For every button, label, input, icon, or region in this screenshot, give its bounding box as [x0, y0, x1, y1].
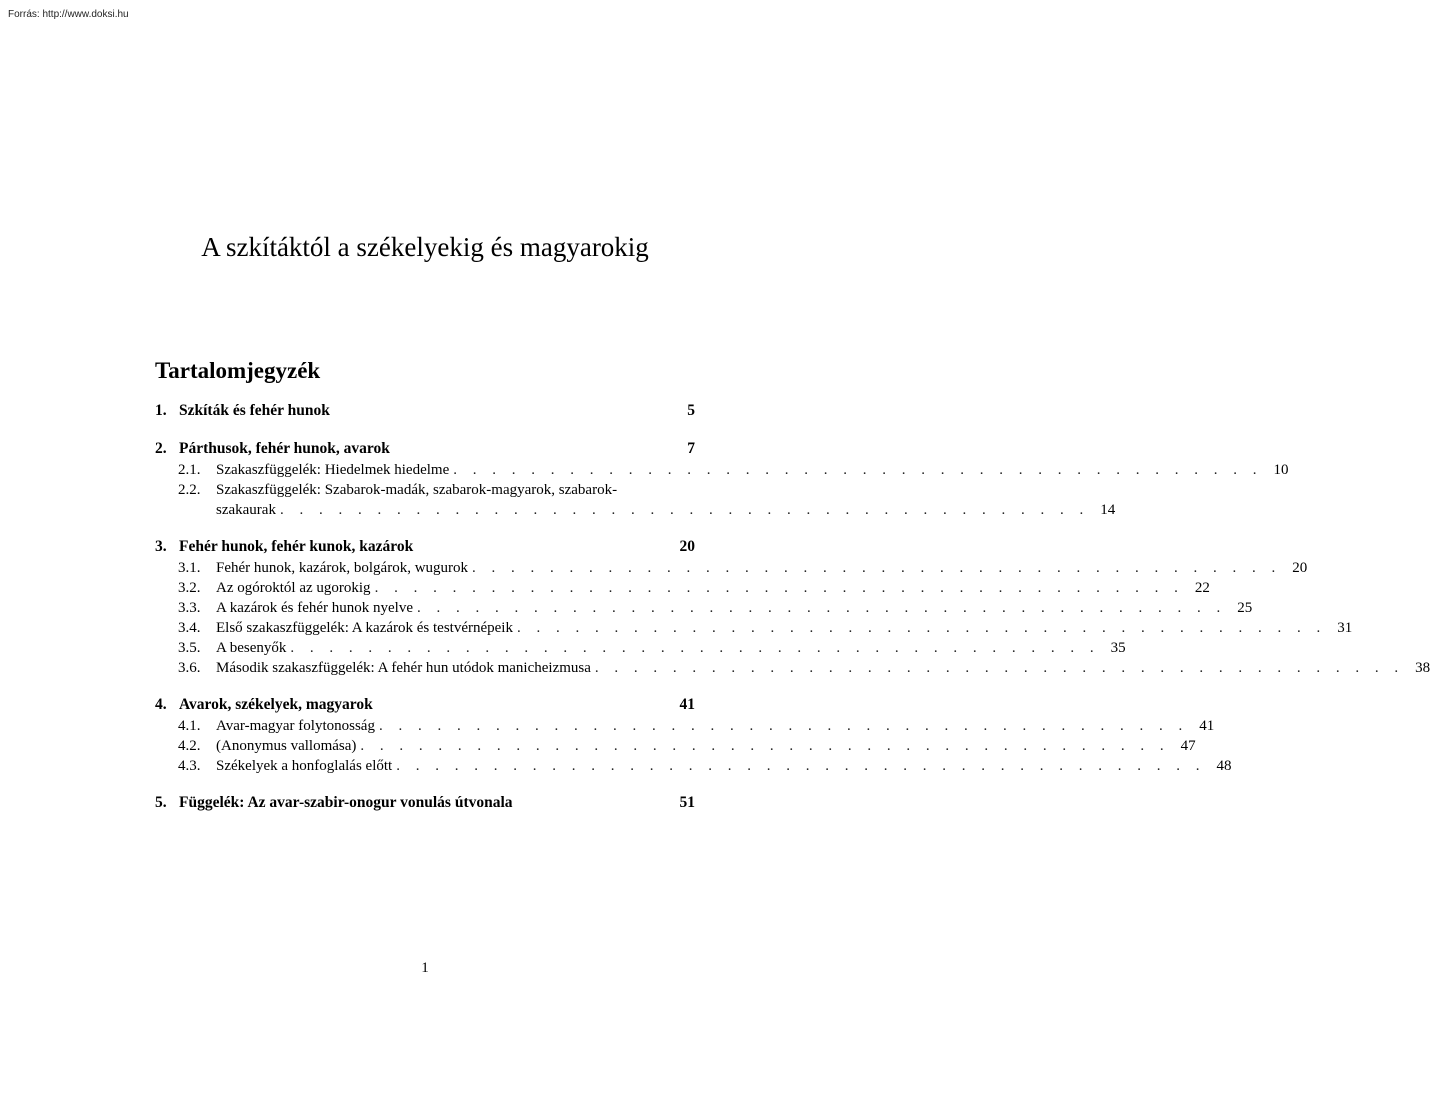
entry-page: 48 [1216, 758, 1232, 774]
entry-title: Második szakaszfüggelék: A fehér hun utódok manicheizmusa [216, 660, 591, 676]
entry-page: 31 [1337, 620, 1353, 636]
entry-title: Az ogóroktól az ugorokig [216, 580, 371, 596]
toc-entry-4[interactable] [155, 694, 695, 716]
entry-title: Avar-magyar folytonosság [216, 718, 375, 734]
entry-title: Szkíták és fehér hunok [179, 402, 330, 419]
entry-page: 25 [1237, 600, 1253, 616]
entry-page: 47 [1180, 738, 1196, 754]
toc-heading: Tartalomjegyzék [155, 358, 321, 383]
toc-entry-2-2[interactable] [155, 480, 695, 500]
entry-page: 20 [1292, 560, 1308, 576]
entry-number: 3.3. [178, 600, 201, 616]
entry-number: 3.5. [178, 640, 201, 656]
entry-title: (Anonymus vallomása) [216, 738, 357, 754]
entry-title: Fehér hunok, fehér kunok, kazárok [179, 538, 414, 555]
entry-title: Avarok, székelyek, magyarok [179, 696, 373, 713]
entry-number: 4.2. [178, 738, 201, 754]
dot-leader: . . . . . . . . . . . . . . . . . . . . . . . . . . . . . . . . . . . . . . . . . . [396, 758, 1206, 774]
toc-entry-4-1[interactable] [155, 716, 1215, 736]
entry-number: 1. [155, 402, 167, 419]
entry-number: 3. [155, 538, 167, 555]
entry-number: 2.2. [178, 482, 201, 498]
entry-number: 3.4. [178, 620, 201, 636]
dot-leader: . . . . . . . . . . . . . . . . . . . . . . . . . . . . . . . . . . . . . . . . . . [279, 502, 1090, 518]
toc-entry-3[interactable] [155, 536, 695, 558]
entry-page: 38 [1415, 660, 1430, 676]
entry-number: 3.2. [178, 580, 201, 596]
toc-entry-2-2-continued[interactable] [155, 500, 1116, 520]
dot-leader: . . . . . . . . . . . . . . . . . . . . . . . . . . . . . . . . . . . . . . . . . . [472, 560, 1282, 576]
toc-entry-2-1[interactable] [155, 460, 1289, 480]
entry-title: Függelék: Az avar-szabir-onogur vonulás útvonala [179, 794, 513, 811]
entry-number: 4.1. [178, 718, 201, 734]
entry-page: 41 [1199, 718, 1215, 734]
dot-leader: . . . . . . . . . . . . . . . . . . . . . . . . . . . . . . . . . . . . . . . . . . [374, 580, 1184, 596]
document-title: A szkítáktól a székelyekig és magyarokig [201, 232, 649, 262]
entry-page: 51 [679, 794, 695, 811]
dot-leader: . . . . . . . . . . . . . . . . . . . . . . . . . . . . . . . . . . . . . . . . . . [378, 718, 1189, 734]
entry-page: 20 [679, 538, 695, 555]
dot-leader: . . . . . . . . . . . . . . . . . . . . . . . . . . . . . . . . . . . . . . . . . . [594, 660, 1405, 676]
entry-title: Székelyek a honfoglalás előtt [216, 758, 393, 774]
dot-leader: . . . . . . . . . . . . . . . . . . . . . . . . . . . . . . . . . . . . . . . . . . [417, 600, 1227, 616]
entry-page: 10 [1273, 462, 1289, 478]
toc-section-3 [155, 536, 1430, 678]
entry-title: Párthusok, fehér hunok, avarok [179, 440, 390, 457]
entry-page: 35 [1110, 640, 1126, 656]
toc-entry-3-4[interactable] [155, 618, 1353, 638]
page-number: 1 [421, 960, 429, 976]
entry-page: 7 [687, 440, 695, 457]
entry-title: A besenyők [216, 640, 287, 656]
toc-section-4 [155, 694, 1232, 776]
entry-page: 5 [687, 402, 695, 419]
dot-leader: . . . . . . . . . . . . . . . . . . . . . . . . . . . . . . . . . . . . . . . . . . [360, 738, 1170, 754]
toc-entry-4-2[interactable] [155, 736, 1196, 756]
entry-number: 3.6. [178, 660, 201, 676]
entry-page: 14 [1100, 502, 1116, 518]
source-label: Forrás: http://www.doksi.hu [8, 9, 129, 20]
entry-title: Első szakaszfüggelék: A kazárok és testvérnépeik [216, 620, 513, 636]
toc-entry-3-5[interactable] [155, 638, 1126, 658]
entry-title-line1: Szakaszfüggelék: Szabarok-madák, szabarok-magyarok, szabarok- [216, 482, 618, 498]
table-of-contents [155, 358, 1430, 830]
entry-page: 41 [679, 696, 695, 713]
entry-number: 3.1. [178, 560, 201, 576]
entry-number: 2.1. [178, 462, 201, 478]
entry-page: 22 [1194, 580, 1210, 596]
toc-section-5 [155, 792, 695, 814]
entry-title: Fehér hunok, kazárok, bolgárok, wugurok [216, 560, 469, 576]
toc-section-1 [155, 400, 695, 422]
dot-leader: . . . . . . . . . . . . . . . . . . . . . . . . . . . . . . . . . . . . . . . . . . [453, 462, 1263, 478]
dot-leader: . . . . . . . . . . . . . . . . . . . . . . . . . . . . . . . . . . . . . . . . . . [290, 640, 1100, 656]
entry-number: 2. [155, 440, 167, 457]
toc-entry-1[interactable] [155, 400, 695, 422]
entry-title: Szakaszfüggelék: Hiedelmek hiedelme [216, 462, 450, 478]
toc-entry-3-2[interactable] [155, 578, 1210, 598]
toc-section-2 [155, 438, 1289, 520]
toc-entry-5[interactable] [155, 792, 695, 814]
entry-number: 4. [155, 696, 167, 713]
toc-entry-4-3[interactable] [155, 756, 1232, 776]
toc-entry-2[interactable] [155, 438, 695, 460]
entry-title-line2: szakaurak [216, 502, 276, 518]
toc-entry-3-1[interactable] [155, 558, 1308, 578]
entry-number: 4.3. [178, 758, 201, 774]
entry-title: A kazárok és fehér hunok nyelve [216, 600, 414, 616]
dot-leader: . . . . . . . . . . . . . . . . . . . . . . . . . . . . . . . . . . . . . . . . . . [516, 620, 1327, 636]
toc-entry-3-3[interactable] [155, 598, 1253, 618]
toc-entry-3-6[interactable] [155, 658, 1430, 678]
entry-number: 5. [155, 794, 167, 811]
